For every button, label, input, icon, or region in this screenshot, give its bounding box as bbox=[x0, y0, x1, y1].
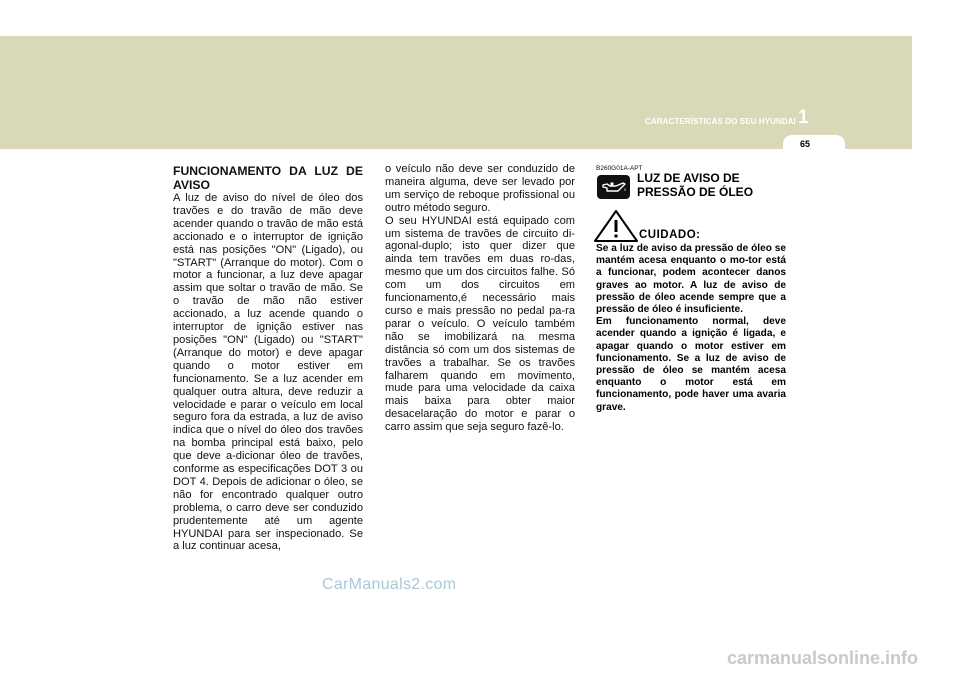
caution-box bbox=[593, 209, 786, 434]
header-band bbox=[0, 36, 912, 149]
page-number: 65 bbox=[799, 139, 810, 149]
caution-paragraph: Se a luz de aviso da pressão de óleo se mantém acesa enquanto o mo-tor está a funcionar, podem acontecer danos graves ao motor. A luz de aviso de pressão de óleo acende sempre que a pressão de óleo é insuficiente. bbox=[596, 243, 786, 316]
warning-light-title bbox=[637, 172, 753, 199]
left-column bbox=[173, 164, 363, 553]
title-line: PRESSÃO DE ÓLEO bbox=[637, 184, 754, 199]
footer-watermark: carmanualsonline.info bbox=[726, 648, 918, 668]
reference-code: B260G01A-APT bbox=[596, 165, 643, 172]
caution-paragraph: Em funcionamento normal, deve acender quando a ignição é ligada, e apagar quando o motor estiver em funcionamento. Se a luz de aviso de pressão de óleo se mantém acesa enquanto o motor está em funcionamento, pode haver uma avaria grave. bbox=[596, 316, 786, 413]
caution-text bbox=[596, 243, 786, 414]
middle-column bbox=[385, 163, 575, 434]
warning-triangle-icon bbox=[593, 209, 639, 243]
paragraph: o veículo não deve ser conduzido de maneira alguma, deve ser levado por um serviço de reboque profissional ou outro método seguro. bbox=[385, 163, 575, 214]
caution-label: CUIDADO: bbox=[639, 229, 701, 241]
title-line: LUZ DE AVISO DE bbox=[637, 171, 740, 185]
chapter-number: 1 bbox=[798, 107, 809, 128]
watermark-logo: CarManuals2.com bbox=[322, 576, 457, 593]
section-heading: FUNCIONAMENTO DA LUZ DE AVISO bbox=[173, 164, 363, 192]
oil-can-icon bbox=[597, 175, 630, 199]
section-title: CARACTERÍSTICAS DO SEU HYUNDAI bbox=[644, 117, 796, 126]
paragraph: O seu HYUNDAI está equipado com um sistema de travões de circuito di-agonal-duplo; isto quer dizer que ainda tem travões em duas ro-das, mesmo que um dos circuitos falhe. Só com um dos circuitos em funcionamento,é necessário mais curso e mais pressão no pedal pa-ra parar o veículo. O veículo também não se imobilizará na mesma distância só com um dos sistemas de travões a trabalhar. Se os travões falharem quando em movimento, mude para uma velocidade da caixa mais baixa para obter maior desacelaração do motor e parar o carro assim que seja seguro fazê-lo. bbox=[385, 214, 575, 434]
paragraph: A luz de aviso do nível de óleo dos travões e do travão de mão deve acender quando o travão de mão está accionado e o interruptor de ignição está nas posições "ON" (Ligado), ou "START" (Arranque do motor). Com o motor a funcionar, a luz deve apagar assim que soltar o travão de mão. Se o travão de mão não estiver accionado, a luz acende quando o interruptor de ignição estiver nas posições "ON" (Ligado) ou "START" (Arranque do motor) e deve apagar quando o motor estiver em funcionamento. Se a luz acender em qualquer outra altura, deve reduzir a velocidade e parar o veículo em local seguro fora da estrada, a luz de aviso indica que o nível do óleo dos travões na bomba principal está baixo, pelo que deve a-dicionar óleo de travões, conforme as especificações DOT 3 ou DOT 4. Depois de adicionar o óleo, se não for encontrado qualquer outro problema, o carro deve ser conduzido prudentemente até um agente HYUNDAI para ser inspecionado. Se a luz continuar acesa, bbox=[173, 192, 363, 553]
